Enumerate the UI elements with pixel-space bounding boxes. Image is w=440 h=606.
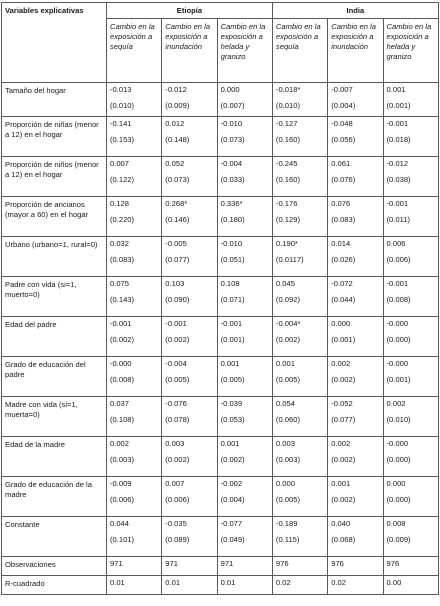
coefficient-value: 0.001 [331, 479, 351, 489]
table-row [2, 117, 439, 157]
footer-value: 0.01 [162, 576, 217, 595]
standard-error-value: (0.078) [165, 415, 190, 425]
variable-label: Padre con vida (si=1, muerto=0) [2, 277, 107, 317]
standard-error-value: (0.056) [331, 135, 356, 145]
table-row [2, 237, 439, 277]
coefficient-value: 0.052 [165, 159, 185, 169]
estimate-cell [383, 197, 438, 237]
coefficient-value: 0.000 [220, 85, 240, 95]
standard-error-value: (0.083) [331, 215, 356, 225]
footer-value: 0.00 [383, 576, 438, 595]
standard-error-value: (0.010) [386, 415, 411, 425]
coefficient-value: 0.012 [165, 119, 185, 129]
variable-label: Proporción de niñas (menor a 12) en el hogar [2, 117, 107, 157]
coefficient-value: 0.000 [386, 479, 406, 489]
footer-value: 971 [217, 557, 272, 576]
standard-error-value: (0.077) [331, 415, 356, 425]
standard-error-value: (0.006) [386, 255, 411, 265]
footer-value: 971 [107, 557, 162, 576]
table-row [2, 277, 439, 317]
footer-label: R-cuadrado [2, 576, 107, 595]
coefficient-value: -0.000 [386, 319, 409, 329]
variable-label: Madre con vida (si=1, muerta=0) [2, 397, 107, 437]
standard-error-value: (0.000) [386, 455, 411, 465]
estimate-cell [383, 397, 438, 437]
estimate-cell [272, 477, 327, 517]
estimate-cell [162, 197, 217, 237]
estimate-cell [328, 317, 383, 357]
variable-label: Proporción de niños (menor a 12) en el hogar [2, 157, 107, 197]
standard-error-value: (0.010) [275, 101, 300, 111]
estimate-cell [107, 197, 162, 237]
variable-label: Edad del padre [2, 317, 107, 357]
estimate-cell [217, 277, 272, 317]
coefficient-value: -0.009 [110, 479, 132, 489]
table-row [2, 557, 439, 576]
estimate-cell [328, 437, 383, 477]
standard-error-value: (0.002) [331, 495, 356, 505]
standard-error-value: (0.009) [165, 101, 190, 111]
footer-value: 0.02 [272, 576, 327, 595]
table-row [2, 317, 439, 357]
estimate-cell [107, 477, 162, 517]
coefficient-value: -0.001 [110, 319, 132, 329]
coefficient-value: 0.006 [386, 239, 406, 249]
estimate-cell [383, 277, 438, 317]
variable-label: Grado de educación del padre [2, 357, 107, 397]
standard-error-value: (0.051) [220, 255, 245, 265]
regression-table [1, 2, 439, 595]
standard-error-value: (0.011) [386, 215, 411, 225]
footer-value: 0.01 [217, 576, 272, 595]
estimate-cell [328, 397, 383, 437]
standard-error-value: (0.122) [110, 175, 135, 185]
standard-error-value: (0.0117) [275, 255, 304, 265]
standard-error-value: (0.026) [331, 255, 356, 265]
coefficient-value: -0.001 [386, 199, 409, 209]
table-row [2, 83, 439, 117]
subcolumn-header: Cambio en la exposición a inundación [328, 19, 383, 83]
coefficient-value: -0.005 [165, 239, 187, 249]
coefficient-value: -0.004 [165, 359, 187, 369]
standard-error-value: (0.005) [220, 375, 245, 385]
standard-error-value: (0.092) [275, 295, 300, 305]
coefficient-value: -0.189 [275, 519, 298, 529]
estimate-cell [162, 477, 217, 517]
coefficient-value: 0.008 [386, 519, 406, 529]
estimate-cell [162, 157, 217, 197]
estimate-cell [162, 357, 217, 397]
coefficient-value: 0.000 [331, 319, 351, 329]
standard-error-value: (0.002) [331, 375, 356, 385]
coefficient-value: 0.003 [165, 439, 185, 449]
standard-error-value: (0.005) [275, 495, 300, 505]
standard-error-value: (0.004) [220, 495, 245, 505]
coefficient-value: -0.012 [386, 159, 409, 169]
estimate-cell [217, 397, 272, 437]
standard-error-value: (0.077) [165, 255, 190, 265]
estimate-cell [272, 197, 327, 237]
estimate-cell [217, 197, 272, 237]
coefficient-value: -0.035 [165, 519, 187, 529]
standard-error-value: (0.001) [220, 335, 245, 345]
estimate-cell [217, 83, 272, 117]
coefficient-value: -0.052 [331, 399, 353, 409]
coefficient-value: 0.103 [165, 279, 185, 289]
estimate-cell [383, 237, 438, 277]
coefficient-value: -0.000 [386, 439, 409, 449]
estimate-cell [383, 157, 438, 197]
estimate-cell [107, 317, 162, 357]
standard-error-value: (0.115) [275, 535, 300, 545]
standard-error-value: (0.073) [220, 135, 245, 145]
coefficient-value: -0.004* [275, 319, 301, 329]
coefficient-value: -0.245 [275, 159, 298, 169]
coefficient-value: -0.072 [331, 279, 353, 289]
coefficient-value: 0.002 [331, 439, 351, 449]
coefficient-value: -0.076 [165, 399, 187, 409]
coefficient-value: -0.013 [110, 85, 132, 95]
standard-error-value: (0.002) [165, 335, 190, 345]
coefficient-value: 0.002 [110, 439, 130, 449]
estimate-cell [383, 437, 438, 477]
coefficient-value: 0.007 [110, 159, 130, 169]
standard-error-value: (0.038) [386, 175, 411, 185]
estimate-cell [328, 237, 383, 277]
coefficient-value: -0.010 [220, 239, 243, 249]
estimate-cell [162, 317, 217, 357]
standard-error-value: (0.220) [110, 215, 135, 225]
estimate-cell [272, 117, 327, 157]
standard-error-value: (0.002) [275, 335, 300, 345]
standard-error-value: (0.001) [386, 101, 411, 111]
estimate-cell [217, 157, 272, 197]
estimate-cell [217, 237, 272, 277]
coefficient-value: 0.076 [331, 199, 351, 209]
coefficient-value: -0.141 [110, 119, 132, 129]
estimate-cell [162, 277, 217, 317]
standard-error-value: (0.005) [165, 375, 190, 385]
subcolumn-header: Cambio en la exposición a inundación [162, 19, 217, 83]
estimate-cell [328, 117, 383, 157]
coefficient-value: 0.007 [165, 479, 185, 489]
estimate-cell [383, 117, 438, 157]
estimate-cell [162, 437, 217, 477]
group-header-india: India [272, 3, 438, 19]
table-row [2, 157, 439, 197]
estimate-cell [328, 197, 383, 237]
standard-error-value: (0.033) [220, 175, 245, 185]
coefficient-value: -0.007 [331, 85, 353, 95]
standard-error-value: (0.002) [331, 455, 356, 465]
coefficient-value: 0.045 [275, 279, 295, 289]
standard-error-value: (0.049) [220, 535, 245, 545]
estimate-cell [217, 437, 272, 477]
standard-error-value: (0.053) [220, 415, 245, 425]
standard-error-value: (0.003) [275, 455, 300, 465]
coefficient-value: 0.128 [110, 199, 130, 209]
standard-error-value: (0.180) [220, 215, 245, 225]
standard-error-value: (0.006) [165, 495, 190, 505]
estimate-cell [107, 517, 162, 557]
coefficient-value: -0.048 [331, 119, 353, 129]
footer-label: Observaciones [2, 557, 107, 576]
estimate-cell [272, 157, 327, 197]
table-row [2, 437, 439, 477]
estimate-cell [383, 83, 438, 117]
standard-error-value: (0.089) [165, 535, 190, 545]
standard-error-value: (0.001) [331, 335, 356, 345]
table-row [2, 477, 439, 517]
standard-error-value: (0.002) [110, 335, 135, 345]
standard-error-value: (0.060) [275, 415, 300, 425]
estimate-cell [162, 117, 217, 157]
variables-header: Variables explicativas [2, 3, 107, 83]
table-row [2, 576, 439, 595]
standard-error-value: (0.002) [165, 455, 190, 465]
standard-error-value: (0.002) [220, 455, 245, 465]
coefficient-value: -0.000 [110, 359, 132, 369]
coefficient-value: 0.002 [386, 399, 406, 409]
standard-error-value: (0.108) [110, 415, 135, 425]
variable-label: Grado de educación de la madre [2, 477, 107, 517]
estimate-cell [272, 277, 327, 317]
estimate-cell [107, 397, 162, 437]
footer-value: 976 [272, 557, 327, 576]
group-header-ethiopia: Etiopía [107, 3, 273, 19]
standard-error-value: (0.083) [110, 255, 135, 265]
standard-error-value: (0.090) [165, 295, 190, 305]
estimate-cell [272, 237, 327, 277]
table-row [2, 517, 439, 557]
footer-value: 0.02 [328, 576, 383, 595]
estimate-cell [107, 437, 162, 477]
standard-error-value: (0.004) [331, 101, 356, 111]
standard-error-value: (0.160) [275, 135, 300, 145]
footer-value: 971 [162, 557, 217, 576]
coefficient-value: -0.001 [165, 319, 187, 329]
table-body [2, 83, 439, 595]
standard-error-value: (0.076) [331, 175, 356, 185]
standard-error-value: (0.143) [110, 295, 135, 305]
table-row [2, 197, 439, 237]
footer-value: 976 [328, 557, 383, 576]
coefficient-value: -0.000 [386, 359, 409, 369]
subcolumn-header: Cambio en la exposición a helada y granizo [383, 19, 438, 83]
standard-error-value: (0.073) [165, 175, 190, 185]
standard-error-value: (0.044) [331, 295, 356, 305]
standard-error-value: (0.007) [220, 101, 245, 111]
estimate-cell [107, 357, 162, 397]
coefficient-value: -0.127 [275, 119, 298, 129]
coefficient-value: 0.003 [275, 439, 295, 449]
coefficient-value: 0.336* [220, 199, 243, 209]
coefficient-value: 0.054 [275, 399, 295, 409]
estimate-cell [217, 317, 272, 357]
coefficient-value: 0.108 [220, 279, 240, 289]
footer-value: 976 [383, 557, 438, 576]
standard-error-value: (0.129) [275, 215, 300, 225]
coefficient-value: 0.061 [331, 159, 351, 169]
coefficient-value: 0.000 [275, 479, 295, 489]
coefficient-value: 0.044 [110, 519, 130, 529]
estimate-cell [162, 517, 217, 557]
subcolumn-header: Cambio en la exposición a sequía [107, 19, 162, 83]
standard-error-value: (0.000) [386, 335, 411, 345]
coefficient-value: -0.004 [220, 159, 243, 169]
coefficient-value: -0.039 [220, 399, 243, 409]
standard-error-value: (0.010) [110, 101, 135, 111]
standard-error-value: (0.008) [386, 295, 411, 305]
standard-error-value: (0.001) [386, 375, 411, 385]
standard-error-value: (0.068) [331, 535, 356, 545]
coefficient-value: -0.002 [220, 479, 243, 489]
coefficient-value: -0.077 [220, 519, 243, 529]
estimate-cell [162, 237, 217, 277]
coefficient-value: 0.268* [165, 199, 188, 209]
coefficient-value: -0.012 [165, 85, 187, 95]
standard-error-value: (0.018) [386, 135, 411, 145]
estimate-cell [162, 397, 217, 437]
coefficient-value: 0.032 [110, 239, 130, 249]
estimate-cell [107, 157, 162, 197]
table-row [2, 397, 439, 437]
estimate-cell [328, 477, 383, 517]
estimate-cell [107, 277, 162, 317]
standard-error-value: (0.008) [110, 375, 135, 385]
standard-error-value: (0.003) [110, 455, 135, 465]
estimate-cell [107, 117, 162, 157]
coefficient-value: 0.001 [275, 359, 295, 369]
standard-error-value: (0.071) [220, 295, 245, 305]
standard-error-value: (0.153) [110, 135, 135, 145]
coefficient-value: 0.190* [275, 239, 298, 249]
estimate-cell [162, 83, 217, 117]
estimate-cell [272, 357, 327, 397]
coefficient-value: -0.010 [220, 119, 243, 129]
estimate-cell [383, 517, 438, 557]
standard-error-value: (0.005) [275, 375, 300, 385]
estimate-cell [383, 357, 438, 397]
footer-value: 0.01 [107, 576, 162, 595]
estimate-cell [272, 437, 327, 477]
estimate-cell [328, 517, 383, 557]
subcolumn-header: Cambio en la exposición a helada y granizo [217, 19, 272, 83]
coefficient-value: 0.040 [331, 519, 351, 529]
subcolumn-header: Cambio en la exposición a sequía [272, 19, 327, 83]
standard-error-value: (0.006) [110, 495, 135, 505]
estimate-cell [328, 357, 383, 397]
variable-label: Edad de la madre [2, 437, 107, 477]
estimate-cell [272, 517, 327, 557]
coefficient-value: 0.001 [220, 359, 240, 369]
estimate-cell [107, 83, 162, 117]
coefficient-value: 0.002 [331, 359, 351, 369]
coefficient-value: -0.176 [275, 199, 298, 209]
estimate-cell [328, 83, 383, 117]
coefficient-value: 0.075 [110, 279, 130, 289]
estimate-cell [328, 277, 383, 317]
coefficient-value: 0.001 [386, 85, 406, 95]
estimate-cell [383, 317, 438, 357]
estimate-cell [107, 237, 162, 277]
variable-label: Proporción de ancianos (mayor a 60) en el hogar [2, 197, 107, 237]
coefficient-value: 0.014 [331, 239, 351, 249]
coefficient-value: -0.001 [386, 119, 409, 129]
estimate-cell [217, 117, 272, 157]
standard-error-value: (0.146) [165, 215, 190, 225]
table-row [2, 357, 439, 397]
variable-label: Tamaño del hogar [2, 83, 107, 117]
standard-error-value: (0.000) [386, 495, 411, 505]
coefficient-value: 0.001 [220, 439, 240, 449]
variable-label: Urbano (urbano=1, rural=0) [2, 237, 107, 277]
estimate-cell [272, 397, 327, 437]
coefficient-value: -0.001 [220, 319, 243, 329]
estimate-cell [383, 477, 438, 517]
estimate-cell [272, 317, 327, 357]
standard-error-value: (0.009) [386, 535, 411, 545]
standard-error-value: (0.148) [165, 135, 190, 145]
coefficient-value: 0.037 [110, 399, 130, 409]
estimate-cell [217, 517, 272, 557]
estimate-cell [272, 83, 327, 117]
estimate-cell [217, 357, 272, 397]
variable-label: Constante [2, 517, 107, 557]
standard-error-value: (0.160) [275, 175, 300, 185]
coefficient-value: -0.001 [386, 279, 409, 289]
estimate-cell [217, 477, 272, 517]
estimate-cell [328, 157, 383, 197]
coefficient-value: -0.018* [275, 85, 301, 95]
standard-error-value: (0.101) [110, 535, 135, 545]
